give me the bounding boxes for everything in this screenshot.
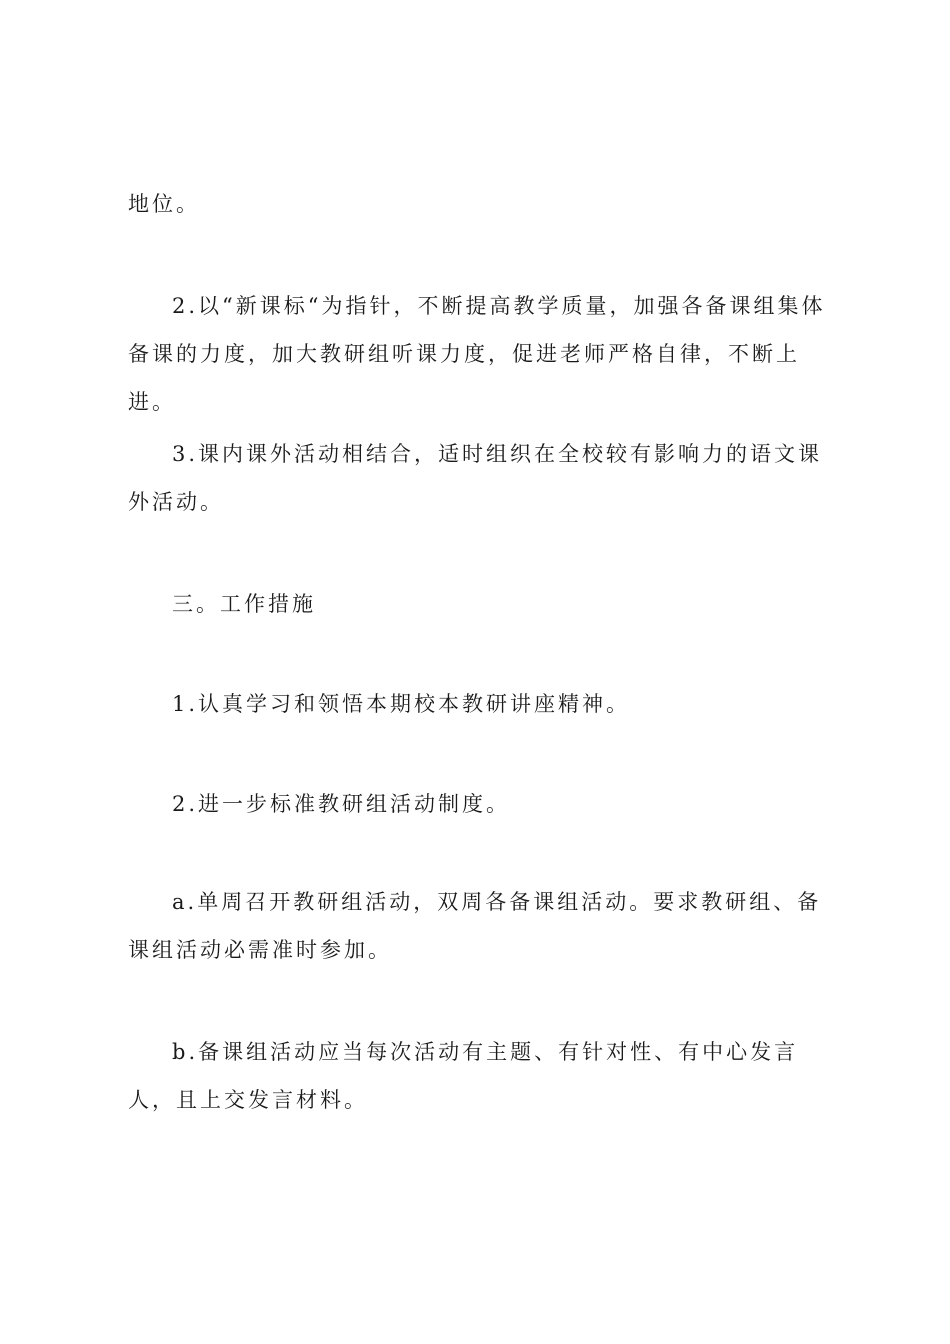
- measure-item-1: 1.认真学习和领悟本期校本教研讲座精神。: [172, 692, 631, 716]
- paragraph-item-3: 3.课内课外活动相结合，适时组织在全校较有影响力的语文课外活动。: [128, 442, 823, 514]
- measure-item-2: 2.进一步标准教研组活动制度。: [172, 792, 511, 816]
- paragraph-continuation: 地位。: [128, 192, 200, 216]
- sub-item-b: b.备课组活动应当每次活动有主题、有针对性、有中心发言人，且上交发言材料。: [128, 1040, 799, 1112]
- sub-item-a: a.单周召开教研组活动，双周各备课组活动。要求教研组、备课组活动必需准时参加。: [128, 890, 822, 962]
- section-heading: 三。工作措施: [172, 592, 316, 616]
- paragraph-item-2: 2.以“新课标“为指针，不断提高教学质量，加强各备课组集体备课的力度，加大教研组听课力度，促进老师严格自律，不断上进。: [128, 294, 826, 414]
